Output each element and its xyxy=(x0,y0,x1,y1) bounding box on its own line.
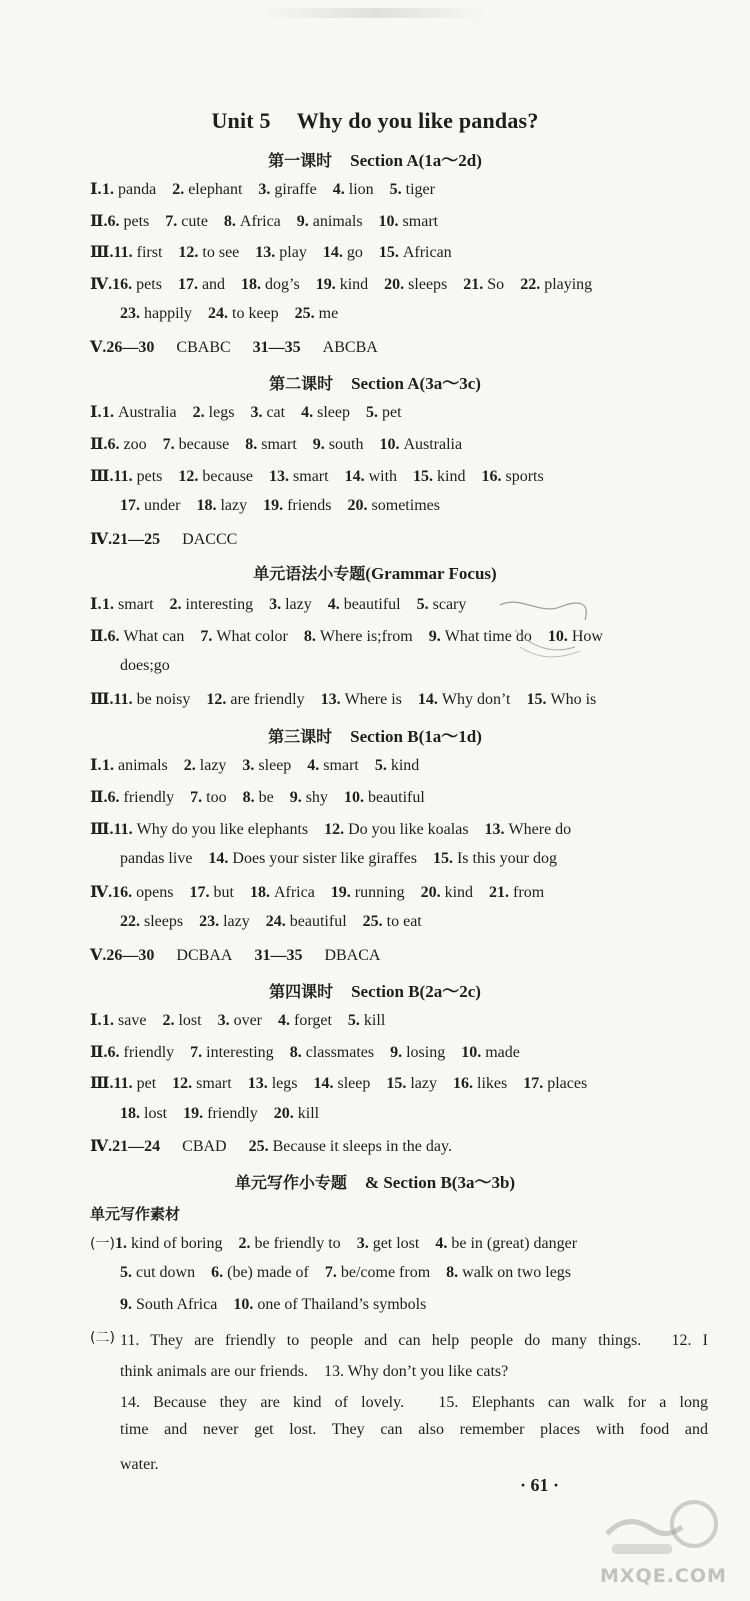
section-heading-5: 第四课时 Section B(2a～2c) xyxy=(269,982,481,1001)
answer-item: 1. animals xyxy=(102,757,168,774)
answer-item: 10. beautiful xyxy=(343,789,425,806)
s2-row-I xyxy=(90,402,418,422)
answer-item: DBACA xyxy=(324,947,381,964)
answer-item: 15. Is this your dog xyxy=(432,850,557,867)
answer-item: 1. Australia xyxy=(102,404,177,421)
answer-item: 5. tiger xyxy=(389,181,435,198)
answer-item: pandas live xyxy=(120,850,193,867)
answer-item: 3. cat xyxy=(250,404,286,421)
roman-numeral: Ⅰ. xyxy=(90,404,102,421)
answer-item: 9. What time do xyxy=(428,628,532,645)
answer-item: 7. because xyxy=(162,436,230,453)
answer-item: 23. lazy xyxy=(199,913,250,930)
s1-row-V xyxy=(90,337,400,357)
answer-item: 5. kill xyxy=(347,1012,386,1029)
unit-number: Unit 5 xyxy=(211,108,271,133)
answer-item: 10. made xyxy=(461,1044,520,1061)
answer-item: 8. Africa xyxy=(223,213,281,230)
s4-row-V xyxy=(90,945,402,965)
s2-row-II xyxy=(90,434,478,454)
pencil-scribble xyxy=(490,585,600,665)
answer-item: 13. legs xyxy=(247,1075,298,1092)
answer-item: 24. beautiful xyxy=(265,913,347,930)
s1-row-III xyxy=(90,242,468,262)
answer-item: 15. African xyxy=(378,244,452,261)
answer-item: 15. kind xyxy=(413,468,466,485)
watermark-text: MXQE.COM xyxy=(600,1565,727,1587)
answer-item: 14. Why don’t xyxy=(417,691,511,708)
answer-item: 3. over xyxy=(217,1012,262,1029)
s5-row-III xyxy=(90,1073,603,1093)
roman-numeral: Ⅰ. xyxy=(90,1012,102,1029)
answer-item: 19. friendly xyxy=(183,1105,258,1122)
roman-numeral: Ⅱ. xyxy=(90,1044,108,1061)
answer-item: 18. Africa xyxy=(249,884,315,901)
roman-numeral: Ⅲ. xyxy=(90,468,114,485)
roman-numeral: Ⅳ. xyxy=(90,884,113,901)
answer-item: 9. animals xyxy=(296,213,363,230)
answer-item: 25. to eat xyxy=(362,913,422,930)
answer-item: 17. under xyxy=(120,497,181,514)
roman-numeral: Ⅱ. xyxy=(90,628,108,645)
answer-item: 7. cute xyxy=(165,213,208,230)
answer-item: 15. lazy xyxy=(386,1075,438,1092)
s6-group1-line2 xyxy=(120,1264,587,1282)
answer-item: 14. Does your sister like giraffes xyxy=(208,850,417,867)
s6-group2-line5: water. xyxy=(120,1456,159,1473)
answer-item: 4. forget xyxy=(278,1012,332,1029)
answer-item: 11. pets xyxy=(113,468,163,485)
roman-numeral: Ⅱ. xyxy=(90,213,108,230)
answer-item: 11. be noisy xyxy=(113,691,191,708)
answer-item: CBABC xyxy=(176,339,231,356)
answer-item: 17. but xyxy=(189,884,234,901)
answer-item: 5. scary xyxy=(416,596,467,613)
answer-item: 19. friends xyxy=(263,497,332,514)
s1-row-IV-cont xyxy=(120,305,354,323)
s1-row-II xyxy=(90,211,454,231)
s6-group1-line3 xyxy=(120,1296,442,1314)
s4-row-IV xyxy=(90,882,560,902)
answer-item: 11. first xyxy=(113,244,163,261)
answer-item: 21—25 xyxy=(112,531,161,548)
answer-item: 14. with xyxy=(344,468,398,485)
s3-row-I xyxy=(90,594,482,614)
answer-item: 24. to keep xyxy=(208,305,279,322)
roman-numeral: Ⅳ. xyxy=(90,1138,113,1155)
answer-item: 10. one of Thailand’s symbols xyxy=(233,1296,427,1313)
answer-item: 10. Australia xyxy=(379,436,463,453)
answer-item: 6. friendly xyxy=(107,1044,175,1061)
answer-item: ABCBA xyxy=(322,339,378,356)
answer-item: 7. too xyxy=(190,789,227,806)
answer-item: 13. play xyxy=(255,244,307,261)
answer-item: 2. lazy xyxy=(183,757,227,774)
answer-item: 15. Who is xyxy=(526,691,597,708)
answer-item: 9. south xyxy=(312,436,364,453)
roman-numeral: Ⅴ. xyxy=(90,947,107,964)
answer-item: 6. zoo xyxy=(107,436,147,453)
s1-row-I xyxy=(90,179,451,199)
answer-item: 14. sleep xyxy=(313,1075,371,1092)
answer-item: 18. lost xyxy=(120,1105,168,1122)
answer-item: 6. What can xyxy=(107,628,185,645)
s6-group2-line3: 14. Because they are kind of lovely. 15. Elephants can walk for a long xyxy=(120,1394,708,1411)
roman-numeral: Ⅰ. xyxy=(90,757,102,774)
answer-item: 3. giraffe xyxy=(258,181,317,198)
answer-item: 1. kind of boring xyxy=(114,1235,223,1252)
answer-item: 9. losing xyxy=(390,1044,446,1061)
answer-item: CBAD xyxy=(182,1138,227,1155)
answer-item: 11. pet xyxy=(113,1075,157,1092)
answer-item: 31—35 xyxy=(254,947,303,964)
s6-group2-line1: 11. They are friendly to people and can help people do many things. 12. I xyxy=(120,1332,708,1349)
roman-numeral: Ⅳ. xyxy=(90,276,113,293)
answer-item: 19. running xyxy=(330,884,405,901)
roman-numeral: Ⅴ. xyxy=(90,339,107,356)
answer-item: 8. walk on two legs xyxy=(446,1264,572,1281)
section-heading-3: 单元语法小专题(Grammar Focus) xyxy=(253,564,497,583)
answer-item: 20. kill xyxy=(273,1105,320,1122)
section-heading-4: 第三课时 Section B(1a～1d) xyxy=(268,727,482,746)
answer-item: 17. places xyxy=(523,1075,588,1092)
roman-numeral: Ⅲ. xyxy=(90,691,114,708)
s5-row-I xyxy=(90,1010,401,1030)
answer-item: 26—30 xyxy=(106,947,155,964)
s4-row-IV-cont xyxy=(120,913,438,931)
answer-item: 2. elephant xyxy=(172,181,243,198)
section-heading-2: 第二课时 Section A(3a～3c) xyxy=(269,374,481,393)
scan-artifact xyxy=(260,8,490,18)
s4-row-I xyxy=(90,755,435,775)
writing-material-subtitle: 单元写作素材 xyxy=(90,1205,181,1223)
roman-numeral: Ⅰ. xyxy=(90,596,102,613)
answer-item: 20. sometimes xyxy=(347,497,440,514)
answer-item: 8. Where is;from xyxy=(303,628,413,645)
answer-item: 22. playing xyxy=(520,276,593,293)
answer-item: DCBAA xyxy=(176,947,233,964)
answer-item: 21. from xyxy=(489,884,545,901)
s4-row-III xyxy=(90,819,587,839)
answer-item: 5. cut down xyxy=(120,1264,196,1281)
unit-title xyxy=(0,108,750,134)
s2-row-III-cont xyxy=(120,497,456,515)
answer-item: 4. be in (great) danger xyxy=(435,1235,578,1252)
answer-item: 18. dog’s xyxy=(241,276,300,293)
answer-item: 21. So xyxy=(463,276,505,293)
s5-row-IV xyxy=(90,1136,474,1156)
s4-row-II xyxy=(90,787,441,807)
s2-row-III xyxy=(90,466,560,486)
answer-item: 8. be xyxy=(242,789,274,806)
answer-item: 4. sleep xyxy=(301,404,350,421)
answer-item: 11. Why do you like elephants xyxy=(113,821,309,838)
s2-row-IV xyxy=(90,529,259,549)
answer-item: 25. Because it sleeps in the day. xyxy=(248,1138,452,1155)
answer-item: 19. kind xyxy=(315,276,369,293)
answer-item: 9. South Africa xyxy=(120,1296,218,1313)
section-heading-6: 单元写作小专题 & Section B(3a～3b) xyxy=(234,1173,516,1192)
answer-item: 3. lazy xyxy=(269,596,312,613)
answer-item: 2. interesting xyxy=(169,596,254,613)
answer-item: 4. beautiful xyxy=(327,596,401,613)
page-number: · 61 · xyxy=(520,1475,560,1495)
answer-item: 22. sleeps xyxy=(120,913,184,930)
s4-row-III-cont xyxy=(120,850,573,868)
answer-item: 12. to see xyxy=(178,244,240,261)
answer-item: 1. panda xyxy=(102,181,157,198)
answer-item: 8. smart xyxy=(245,436,297,453)
answer-item: 6. (be) made of xyxy=(211,1264,309,1281)
answer-item: 12. Do you like koalas xyxy=(324,821,469,838)
answer-item: 16. sports xyxy=(481,468,544,485)
s6-group2-line2: think animals are our friends. 13. Why don’t you like cats? xyxy=(120,1363,509,1380)
answer-item: 2. be friendly to xyxy=(238,1235,341,1252)
answer-item: DACCC xyxy=(182,531,238,548)
answer-item: 10. smart xyxy=(378,213,439,230)
answer-item: 16. pets xyxy=(112,276,162,293)
answer-item: 1. smart xyxy=(102,596,154,613)
s1-row-IV xyxy=(90,274,608,294)
roman-numeral: Ⅳ. xyxy=(90,531,113,548)
answer-item: 9. shy xyxy=(289,789,328,806)
answer-item: 10. How xyxy=(547,628,603,645)
answer-item: 5. pet xyxy=(365,404,402,421)
answer-item: 3. get lost xyxy=(356,1235,420,1252)
answer-item: 12. are friendly xyxy=(206,691,305,708)
answer-item: 3. sleep xyxy=(242,757,292,774)
answer-item: 31—35 xyxy=(252,339,301,356)
answer-item: 7. interesting xyxy=(190,1044,274,1061)
roman-numeral: Ⅱ. xyxy=(90,789,108,806)
answer-item: 6. friendly xyxy=(107,789,175,806)
answer-item: 25. me xyxy=(294,305,339,322)
roman-numeral: Ⅲ. xyxy=(90,1075,114,1092)
unit-question: Why do you like pandas? xyxy=(296,108,539,133)
answer-item: does;go xyxy=(120,657,170,674)
roman-numeral: Ⅲ. xyxy=(90,821,114,838)
answer-item: 13. smart xyxy=(269,468,329,485)
answer-item: 23. happily xyxy=(120,305,192,322)
answer-item: 13. Where is xyxy=(320,691,402,708)
answer-item: 18. lazy xyxy=(196,497,248,514)
answer-item: 2. lost xyxy=(162,1012,202,1029)
answer-item: 8. classmates xyxy=(289,1044,375,1061)
answer-item: 12. because xyxy=(178,468,254,485)
answer-item: 14. go xyxy=(322,244,363,261)
answer-item: 20. sleeps xyxy=(384,276,448,293)
s6-group2-label: (二) xyxy=(90,1330,115,1346)
roman-numeral: Ⅲ. xyxy=(90,244,114,261)
answer-item: 17. and xyxy=(177,276,226,293)
answer-item: 21—24 xyxy=(112,1138,161,1155)
roman-numeral: Ⅰ. xyxy=(90,181,102,198)
s5-row-II xyxy=(90,1042,536,1062)
answer-item: 20. kind xyxy=(420,884,474,901)
s6-group2-line4: time and never get lost. They can also remember places with food and xyxy=(120,1421,708,1438)
s3-row-III xyxy=(90,689,612,709)
answer-item: 7. be/come from xyxy=(324,1264,431,1281)
answer-item: 1. save xyxy=(102,1012,147,1029)
answer-item: 12. smart xyxy=(172,1075,232,1092)
answer-item: 4. smart xyxy=(307,757,359,774)
answer-item: 5. kind xyxy=(374,757,420,774)
answer-item: 2. legs xyxy=(192,404,235,421)
s6-group1-line1: (一)1. kind of boring 2. be friendly to 3. get lost 4. be in (great) danger xyxy=(90,1235,578,1252)
answer-item: 16. opens xyxy=(112,884,174,901)
s3-row-II-cont xyxy=(120,657,186,675)
answer-item: 16. likes xyxy=(453,1075,508,1092)
roman-numeral: Ⅱ. xyxy=(90,436,108,453)
answer-item: 26—30 xyxy=(106,339,155,356)
s5-row-III-cont xyxy=(120,1105,335,1123)
answer-item: 7. What color xyxy=(200,628,288,645)
answer-item: 6. pets xyxy=(107,213,150,230)
answer-item: 13. Where do xyxy=(484,821,572,838)
answer-item: 4. lion xyxy=(332,181,374,198)
section-heading-1: 第一课时 Section A(1a～2d) xyxy=(268,151,482,170)
